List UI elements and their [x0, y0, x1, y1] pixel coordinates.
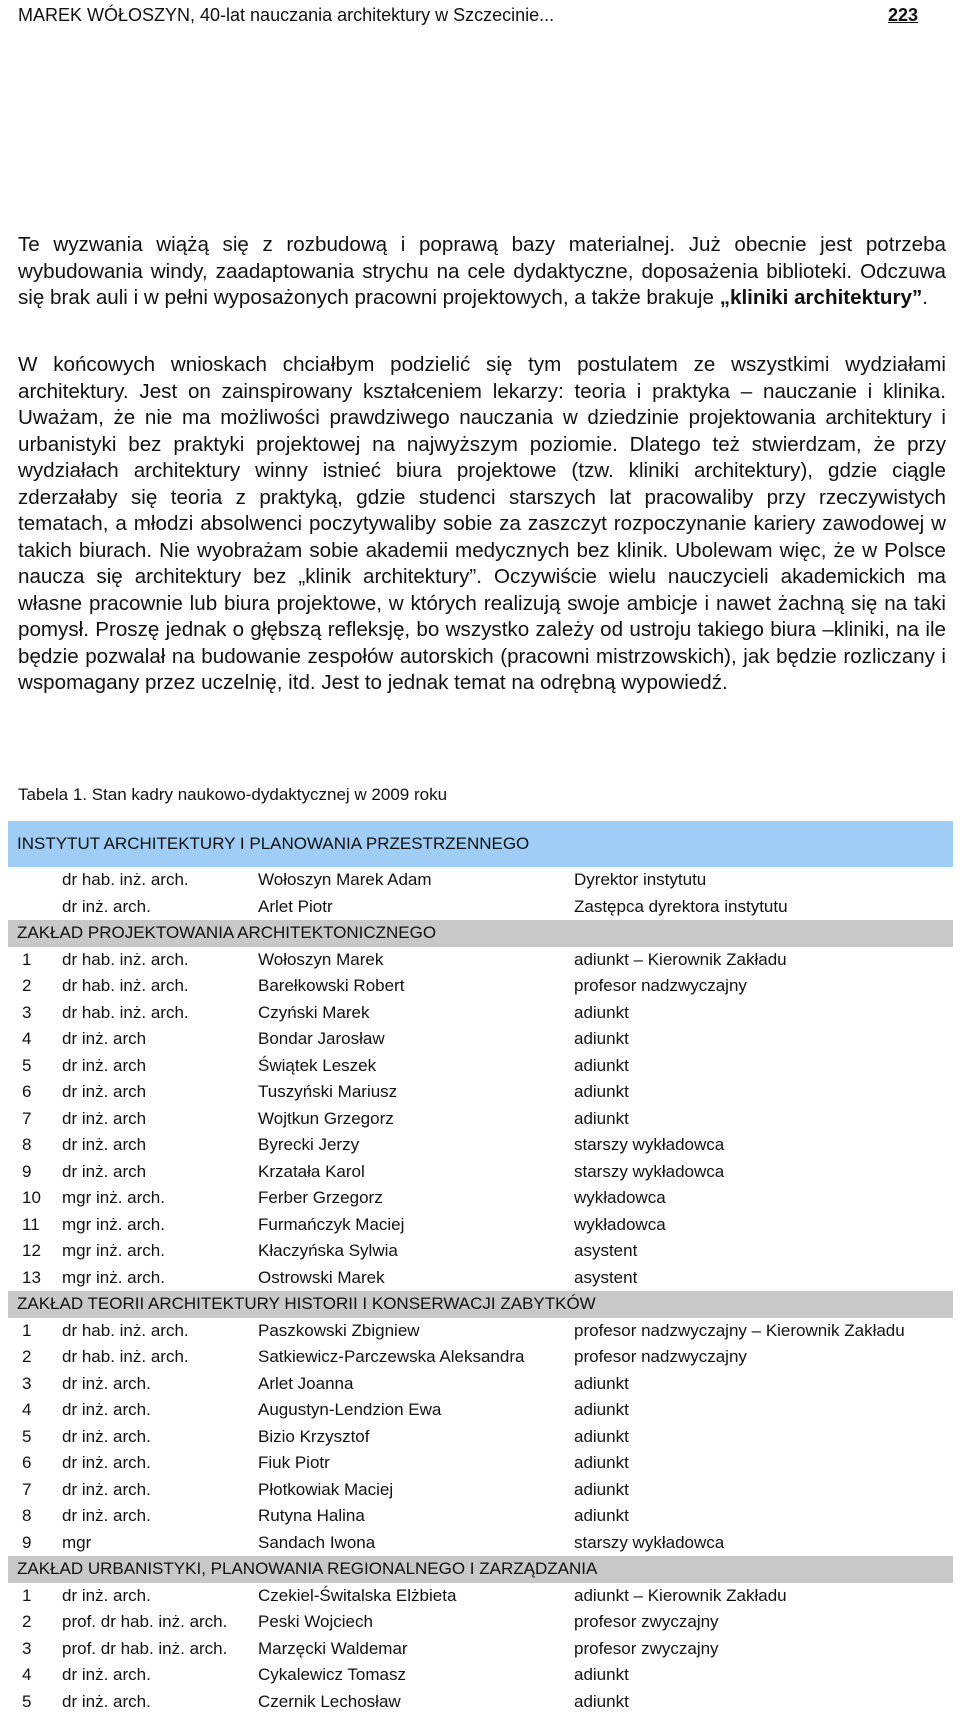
row-position: adiunkt [574, 1026, 953, 1053]
row-position: adiunkt [574, 1371, 953, 1398]
table-row [8, 1689, 953, 1715]
row-degree: dr inż. arch. [62, 1424, 258, 1451]
row-degree: prof. dr hab. inż. arch. [62, 1636, 258, 1663]
row-name: Barełkowski Robert [258, 973, 574, 1000]
row-name: Byrecki Jerzy [258, 1132, 574, 1159]
row-name: Bondar Jarosław [258, 1026, 574, 1053]
row-degree: dr inż. arch [62, 1026, 258, 1053]
row-degree: dr inż. arch [62, 1132, 258, 1159]
row-number: 9 [8, 1159, 62, 1186]
table-row [8, 1636, 953, 1663]
table-row [8, 1265, 953, 1292]
row-number [8, 867, 62, 894]
row-position: adiunkt [574, 1000, 953, 1027]
paragraph-1-emphasis: „kliniki architektury” [720, 286, 923, 309]
row-position: starszy wykładowca [574, 1530, 953, 1557]
row-degree: dr inż. arch. [62, 894, 258, 921]
row-position: adiunkt [574, 1424, 953, 1451]
row-position: adiunkt [574, 1106, 953, 1133]
row-name: Tuszyński Mariusz [258, 1079, 574, 1106]
row-position: profesor zwyczajny [574, 1636, 953, 1663]
paragraph-1-text: Te wyzwania wiążą się z rozbudową i poprawą bazy materialnej. Już obecnie jest potrzeba wybudowania windy, zaadaptowania strychu na cele dydaktyczne, doposażenia biblioteki. Odczuwa się brak auli i w pełni wyposażonych pracowni projektowych, a także brakuje [18, 233, 946, 309]
row-name: Płotkowiak Maciej [258, 1477, 574, 1504]
table-row [8, 1106, 953, 1133]
row-name: Augustyn-Lendzion Ewa [258, 1397, 574, 1424]
row-degree: dr hab. inż. arch. [62, 1318, 258, 1345]
row-number: 7 [8, 1477, 62, 1504]
row-number: 8 [8, 1132, 62, 1159]
table-row [8, 1159, 953, 1186]
row-name: Peski Wojciech [258, 1609, 574, 1636]
row-degree: mgr inż. arch. [62, 1185, 258, 1212]
row-number: 11 [8, 1212, 62, 1239]
row-degree: prof. dr hab. inż. arch. [62, 1609, 258, 1636]
row-position: asystent [574, 1238, 953, 1265]
row-number: 5 [8, 1424, 62, 1451]
row-name: Rutyna Halina [258, 1503, 574, 1530]
row-name: Krzatała Karol [258, 1159, 574, 1186]
row-number: 1 [8, 1318, 62, 1345]
table-row [8, 1609, 953, 1636]
row-degree: dr inż. arch [62, 1079, 258, 1106]
row-position: profesor nadzwyczajny [574, 973, 953, 1000]
table-row [8, 1132, 953, 1159]
row-position: starszy wykładowca [574, 1132, 953, 1159]
row-number: 4 [8, 1662, 62, 1689]
row-degree: dr inż. arch. [62, 1662, 258, 1689]
row-degree: dr inż. arch [62, 1159, 258, 1186]
row-number: 2 [8, 1344, 62, 1371]
row-number [8, 894, 62, 921]
row-position: profesor nadzwyczajny [574, 1344, 953, 1371]
row-position: adiunkt [574, 1689, 953, 1715]
table-row [8, 1079, 953, 1106]
department-header-title: ZAKŁAD TEORII ARCHITEKTURY HISTORII I KONSERWACJI ZABYTKÓW [8, 1291, 953, 1318]
row-number: 7 [8, 1106, 62, 1133]
staff-table-body [8, 821, 953, 1715]
row-number: 9 [8, 1530, 62, 1557]
row-position: adiunkt – Kierownik Zakładu [574, 1583, 953, 1610]
institute-header [8, 821, 953, 867]
row-number: 4 [8, 1397, 62, 1424]
running-header [18, 2, 940, 30]
row-position: adiunkt [574, 1477, 953, 1504]
row-number: 4 [8, 1026, 62, 1053]
row-degree: dr inż. arch. [62, 1689, 258, 1715]
table-row [8, 1344, 953, 1371]
row-name: Czyński Marek [258, 1000, 574, 1027]
row-position: starszy wykładowca [574, 1159, 953, 1186]
row-number: 13 [8, 1265, 62, 1292]
row-degree: dr inż. arch. [62, 1583, 258, 1610]
row-name: Wołoszyn Marek Adam [258, 867, 574, 894]
row-number: 5 [8, 1689, 62, 1715]
page-number: 223 [888, 2, 918, 28]
row-number: 5 [8, 1053, 62, 1080]
row-degree: mgr inż. arch. [62, 1238, 258, 1265]
row-number: 3 [8, 1000, 62, 1027]
table-caption: Tabela 1. Stan kadry naukowo-dydaktycznej w 2009 roku [18, 783, 447, 807]
row-name: Sandach Iwona [258, 1530, 574, 1557]
table-row [8, 1053, 953, 1080]
row-name: Świątek Leszek [258, 1053, 574, 1080]
table-row [8, 1318, 953, 1345]
row-name: Marzęcki Waldemar [258, 1636, 574, 1663]
row-name: Czernik Lechosław [258, 1689, 574, 1715]
row-name: Kłaczyńska Sylwia [258, 1238, 574, 1265]
table-row [8, 1238, 953, 1265]
paragraph-1 [18, 232, 946, 312]
row-name: Wołoszyn Marek [258, 947, 574, 974]
department-header [8, 1291, 953, 1318]
row-degree: dr hab. inż. arch. [62, 867, 258, 894]
row-position: profesor nadzwyczajny – Kierownik Zakładu [574, 1318, 953, 1345]
row-degree: dr inż. arch. [62, 1371, 258, 1398]
row-position: Dyrektor instytutu [574, 867, 953, 894]
row-position: profesor zwyczajny [574, 1609, 953, 1636]
table-row [8, 894, 953, 921]
row-degree: dr hab. inż. arch. [62, 1344, 258, 1371]
department-header [8, 920, 953, 947]
running-title: MAREK WÓŁOSZYN, 40-lat nauczania architektury w Szczecinie... [18, 2, 554, 28]
paragraph-1-end: . [922, 286, 928, 309]
row-degree: dr inż. arch [62, 1106, 258, 1133]
row-degree: mgr inż. arch. [62, 1265, 258, 1292]
table-row [8, 867, 953, 894]
table-row [8, 1371, 953, 1398]
table-row [8, 1424, 953, 1451]
table-row [8, 1530, 953, 1557]
row-position: wykładowca [574, 1185, 953, 1212]
row-number: 2 [8, 1609, 62, 1636]
row-number: 3 [8, 1636, 62, 1663]
table-row [8, 1185, 953, 1212]
row-name: Czekiel-Świtalska Elżbieta [258, 1583, 574, 1610]
row-position: asystent [574, 1265, 953, 1292]
row-name: Satkiewicz-Parczewska Aleksandra [258, 1344, 574, 1371]
staff-table [8, 821, 953, 1715]
row-position: adiunkt [574, 1053, 953, 1080]
row-degree: dr inż. arch. [62, 1477, 258, 1504]
row-position: adiunkt [574, 1079, 953, 1106]
row-number: 8 [8, 1503, 62, 1530]
table-row [8, 1397, 953, 1424]
row-number: 1 [8, 947, 62, 974]
row-position: Zastępca dyrektora instytutu [574, 894, 953, 921]
table-row [8, 973, 953, 1000]
row-name: Arlet Piotr [258, 894, 574, 921]
row-name: Bizio Krzysztof [258, 1424, 574, 1451]
table-row [8, 947, 953, 974]
row-degree: dr inż. arch. [62, 1450, 258, 1477]
table-row [8, 1026, 953, 1053]
institute-header-title: INSTYTUT ARCHITEKTURY I PLANOWANIA PRZESTRZENNEGO [8, 821, 953, 867]
row-name: Cykalewicz Tomasz [258, 1662, 574, 1689]
table-row [8, 1450, 953, 1477]
paragraph-2-text: W końcowych wnioskach chciałbym podzielić się tym postulatem ze wszystkimi wydziałami architektury. Jest on zainspirowany kształceniem lekarzy: teoria i praktyka – nauczanie i klinika. Uważam, że nie ma możliwości prawdziwego nauczania w dziedzinie projektowania architektury i urbanistyki bez praktyki projektowej na najwyższym poziomie. Dlatego też stwierdzam, że przy wydziałach architektury winny istnieć biura projektowe (tzw. kliniki architektury), gdzie ciągle zderzałaby się teoria z praktyką, gdzie studenci starszych lat pracowaliby przy rzeczywistych tematach, a młodzi absolwenci poczytywaliby sobie za zaszczyt rozpoczynanie kariery zawodowej w takich biurach. Nie wyobrażam sobie akademii medycznych bez klinik. Ubolewam więc, że w Polsce naucza się architektury bez „klinik architektury”. Oczywiście wielu nauczycieli akademickich ma własne pracownie lub biura projektowe, w których realizują swoje ambicje i nawet żachną się na taki pomysł. Proszę jednak o głębszą refleksję, bo wszystko zależy od ustroju takiego biura –kliniki, na ile będzie pozwalał na budowanie zespołów autorskich (pracowni mistrzowskich), jak będzie rozliczany i wspomagany przez uczelnię, itd. Jest to jednak temat na odrębną wypowiedź. [18, 352, 946, 697]
row-position: adiunkt [574, 1397, 953, 1424]
row-name: Ferber Grzegorz [258, 1185, 574, 1212]
row-degree: dr inż. arch. [62, 1397, 258, 1424]
row-degree: dr inż. arch. [62, 1503, 258, 1530]
department-header [8, 1556, 953, 1583]
table-row [8, 1477, 953, 1504]
row-degree: mgr [62, 1530, 258, 1557]
row-position: adiunkt [574, 1450, 953, 1477]
row-number: 6 [8, 1079, 62, 1106]
row-degree: dr hab. inż. arch. [62, 973, 258, 1000]
row-position: adiunkt [574, 1662, 953, 1689]
row-position: adiunkt – Kierownik Zakładu [574, 947, 953, 974]
table-row [8, 1503, 953, 1530]
table-row [8, 1000, 953, 1027]
table-row [8, 1212, 953, 1239]
table-row [8, 1662, 953, 1689]
paragraph-2 [18, 352, 946, 697]
row-name: Arlet Joanna [258, 1371, 574, 1398]
row-name: Paszkowski Zbigniew [258, 1318, 574, 1345]
row-name: Wojtkun Grzegorz [258, 1106, 574, 1133]
table-row [8, 1583, 953, 1610]
row-number: 1 [8, 1583, 62, 1610]
row-number: 10 [8, 1185, 62, 1212]
row-position: adiunkt [574, 1503, 953, 1530]
row-name: Ostrowski Marek [258, 1265, 574, 1292]
row-degree: dr hab. inż. arch. [62, 947, 258, 974]
department-header-title: ZAKŁAD URBANISTYKI, PLANOWANIA REGIONALNEGO I ZARZĄDZANIA [8, 1556, 953, 1583]
row-number: 2 [8, 973, 62, 1000]
row-position: wykładowca [574, 1212, 953, 1239]
row-degree: dr hab. inż. arch. [62, 1000, 258, 1027]
row-degree: mgr inż. arch. [62, 1212, 258, 1239]
row-name: Fiuk Piotr [258, 1450, 574, 1477]
row-number: 6 [8, 1450, 62, 1477]
row-name: Furmańczyk Maciej [258, 1212, 574, 1239]
department-header-title: ZAKŁAD PROJEKTOWANIA ARCHITEKTONICZNEGO [8, 920, 953, 947]
row-degree: dr inż. arch [62, 1053, 258, 1080]
row-number: 3 [8, 1371, 62, 1398]
row-number: 12 [8, 1238, 62, 1265]
